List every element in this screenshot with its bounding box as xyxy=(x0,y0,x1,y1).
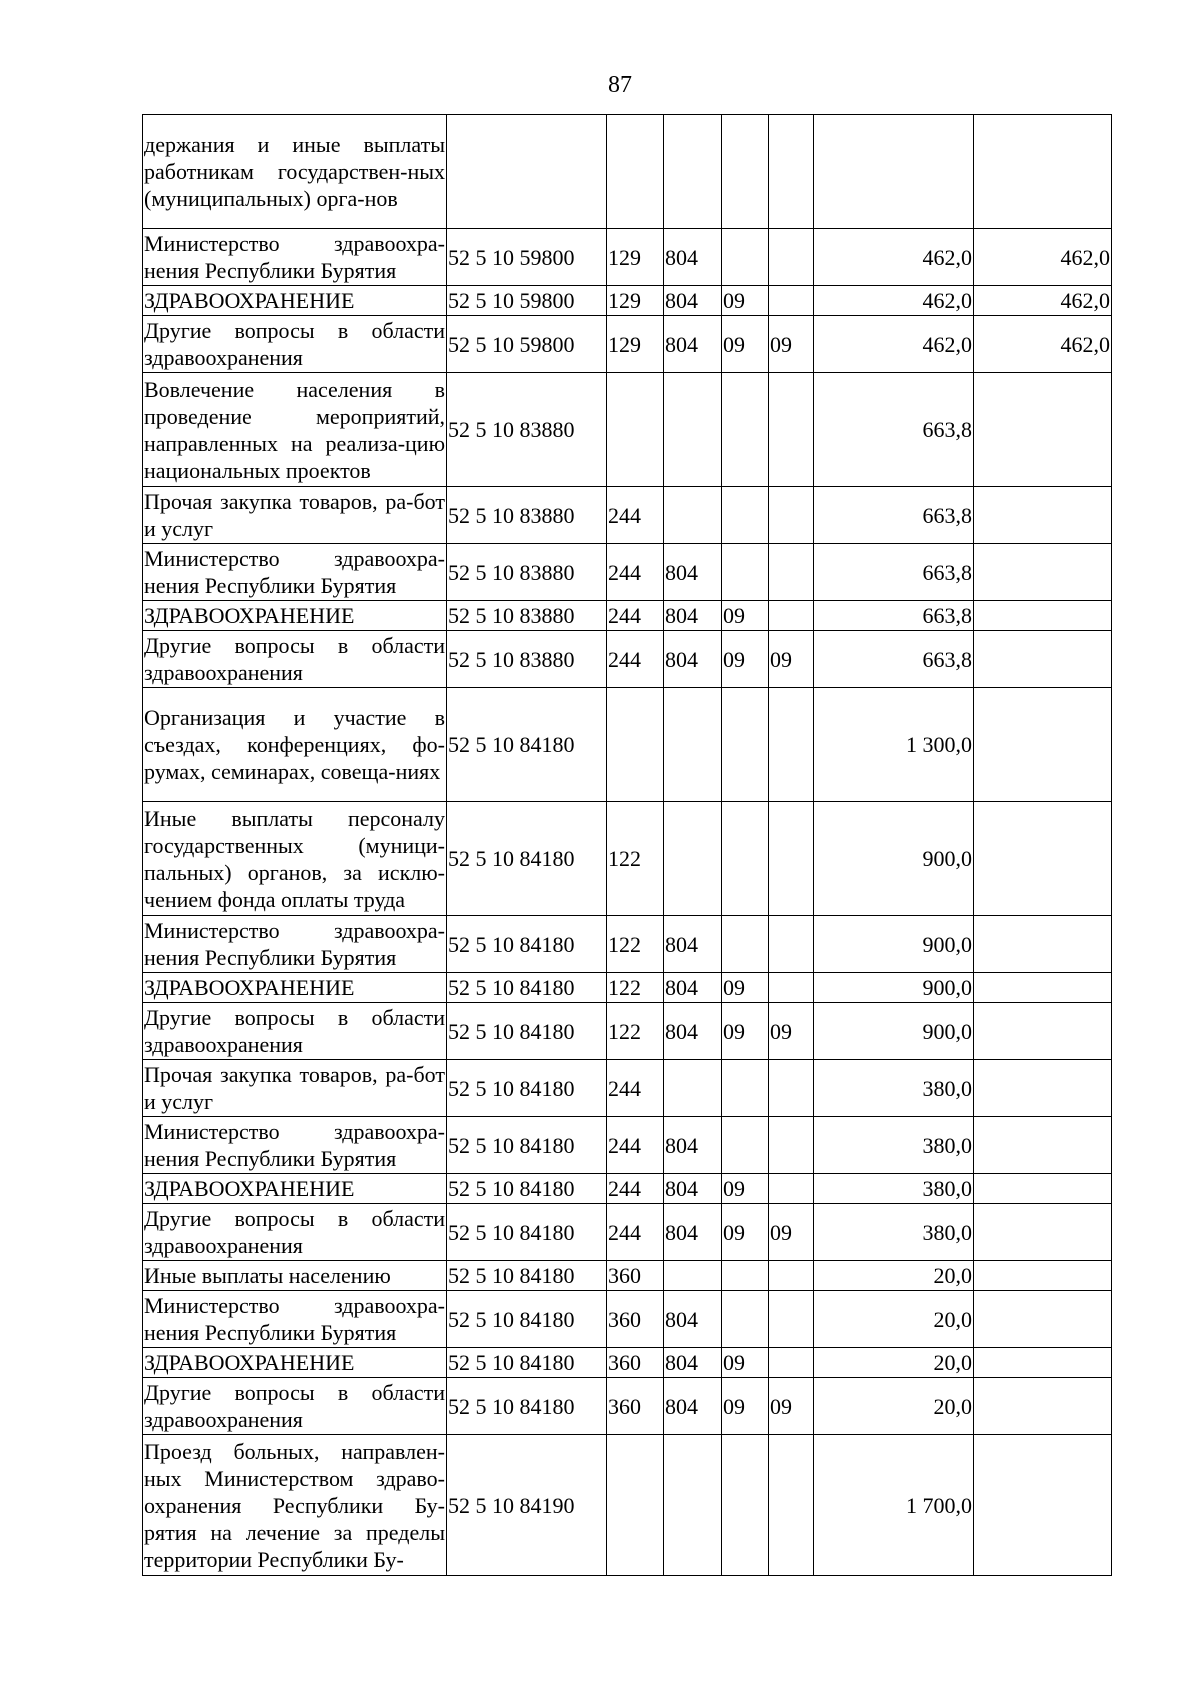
amount-cell-1: 20,0 xyxy=(814,1291,974,1348)
subsection-code-cell xyxy=(769,373,814,487)
amount-cell-2 xyxy=(974,688,1112,802)
ministry-code-cell xyxy=(664,1261,722,1291)
table-row xyxy=(143,316,1112,373)
table-row xyxy=(143,1291,1112,1348)
section-code-cell xyxy=(722,115,769,229)
target-code-cell: 52 5 10 84180 xyxy=(447,1117,607,1174)
amount-cell-2 xyxy=(974,1378,1112,1435)
section-code-cell: 09 xyxy=(722,316,769,373)
section-code-cell: 09 xyxy=(722,601,769,631)
row-name-cell: Другие вопросы в области здравоохранения xyxy=(143,631,447,688)
ministry-code-cell xyxy=(664,487,722,544)
table-row xyxy=(143,544,1112,601)
page-number: 87 xyxy=(608,72,632,98)
table-row xyxy=(143,1348,1112,1378)
subsection-code-cell xyxy=(769,1435,814,1576)
row-name-cell: ЗДРАВООХРАНЕНИЕ xyxy=(143,1174,447,1204)
ministry-code-cell: 804 xyxy=(664,229,722,286)
ministry-code-cell: 804 xyxy=(664,544,722,601)
target-code-cell: 52 5 10 84180 xyxy=(447,973,607,1003)
expense-type-cell: 244 xyxy=(607,1117,664,1174)
amount-cell-2: 462,0 xyxy=(974,286,1112,316)
table-row xyxy=(143,1174,1112,1204)
amount-cell-1: 1 300,0 xyxy=(814,688,974,802)
ministry-code-cell: 804 xyxy=(664,1117,722,1174)
ministry-code-cell: 804 xyxy=(664,631,722,688)
row-name-cell: Организация и участие в съездах, конференциях, фо-румах, семинарах, совеща-ниях xyxy=(143,688,447,802)
ministry-code-cell xyxy=(664,1060,722,1117)
subsection-code-cell xyxy=(769,601,814,631)
ministry-code-cell: 804 xyxy=(664,1348,722,1378)
subsection-code-cell xyxy=(769,286,814,316)
expense-type-cell: 129 xyxy=(607,316,664,373)
target-code-cell: 52 5 10 83880 xyxy=(447,631,607,688)
amount-cell-2 xyxy=(974,973,1112,1003)
amount-cell-2 xyxy=(974,1060,1112,1117)
table-row xyxy=(143,229,1112,286)
target-code-cell: 52 5 10 84180 xyxy=(447,1003,607,1060)
amount-cell-2 xyxy=(974,544,1112,601)
amount-cell-2 xyxy=(974,373,1112,487)
subsection-code-cell xyxy=(769,487,814,544)
amount-cell-2 xyxy=(974,631,1112,688)
ministry-code-cell xyxy=(664,115,722,229)
amount-cell-2 xyxy=(974,487,1112,544)
target-code-cell: 52 5 10 83880 xyxy=(447,487,607,544)
ministry-code-cell: 804 xyxy=(664,1291,722,1348)
subsection-code-cell xyxy=(769,1117,814,1174)
section-code-cell: 09 xyxy=(722,1003,769,1060)
row-name-cell: Другие вопросы в области здравоохранения xyxy=(143,316,447,373)
row-name-cell: держания и иные выплаты работникам государствен-ных (муниципальных) орга-нов xyxy=(143,115,447,229)
amount-cell-1: 462,0 xyxy=(814,229,974,286)
expense-type-cell: 360 xyxy=(607,1291,664,1348)
subsection-code-cell xyxy=(769,115,814,229)
target-code-cell: 52 5 10 83880 xyxy=(447,373,607,487)
row-name-cell: Министерство здравоохра-нения Республики Бурятия xyxy=(143,916,447,973)
amount-cell-1: 663,8 xyxy=(814,631,974,688)
ministry-code-cell xyxy=(664,1435,722,1576)
expense-type-cell: 244 xyxy=(607,601,664,631)
amount-cell-2 xyxy=(974,1291,1112,1348)
expense-type-cell xyxy=(607,688,664,802)
target-code-cell: 52 5 10 84180 xyxy=(447,802,607,916)
target-code-cell: 52 5 10 84190 xyxy=(447,1435,607,1576)
ministry-code-cell xyxy=(664,373,722,487)
expense-type-cell: 244 xyxy=(607,631,664,688)
ministry-code-cell: 804 xyxy=(664,1174,722,1204)
subsection-code-cell xyxy=(769,1261,814,1291)
row-name-cell: Министерство здравоохра-нения Республики Бурятия xyxy=(143,1117,447,1174)
expense-type-cell: 129 xyxy=(607,229,664,286)
subsection-code-cell xyxy=(769,1348,814,1378)
subsection-code-cell xyxy=(769,916,814,973)
table-row xyxy=(143,631,1112,688)
subsection-code-cell xyxy=(769,973,814,1003)
ministry-code-cell: 804 xyxy=(664,1378,722,1435)
amount-cell-2 xyxy=(974,1117,1112,1174)
row-name-cell: Иные выплаты персоналу государственных (муници-пальных) органов, за исклю-чением фонда оплаты труда xyxy=(143,802,447,916)
section-code-cell: 09 xyxy=(722,631,769,688)
amount-cell-2 xyxy=(974,1174,1112,1204)
budget-table-body xyxy=(143,115,1112,1576)
section-code-cell: 09 xyxy=(722,1174,769,1204)
expense-type-cell: 360 xyxy=(607,1348,664,1378)
table-row xyxy=(143,1204,1112,1261)
ministry-code-cell: 804 xyxy=(664,316,722,373)
section-code-cell xyxy=(722,1435,769,1576)
target-code-cell xyxy=(447,115,607,229)
target-code-cell: 52 5 10 84180 xyxy=(447,1291,607,1348)
table-row xyxy=(143,1060,1112,1117)
section-code-cell: 09 xyxy=(722,286,769,316)
amount-cell-1: 663,8 xyxy=(814,601,974,631)
amount-cell-2: 462,0 xyxy=(974,229,1112,286)
amount-cell-2 xyxy=(974,916,1112,973)
ministry-code-cell: 804 xyxy=(664,916,722,973)
amount-cell-1: 380,0 xyxy=(814,1060,974,1117)
target-code-cell: 52 5 10 59800 xyxy=(447,229,607,286)
target-code-cell: 52 5 10 83880 xyxy=(447,601,607,631)
row-name-cell: ЗДРАВООХРАНЕНИЕ xyxy=(143,973,447,1003)
expense-type-cell xyxy=(607,373,664,487)
table-row xyxy=(143,802,1112,916)
target-code-cell: 52 5 10 84180 xyxy=(447,1348,607,1378)
amount-cell-1 xyxy=(814,115,974,229)
amount-cell-1: 663,8 xyxy=(814,373,974,487)
section-code-cell xyxy=(722,487,769,544)
expense-type-cell xyxy=(607,1435,664,1576)
row-name-cell: ЗДРАВООХРАНЕНИЕ xyxy=(143,286,447,316)
row-name-cell: ЗДРАВООХРАНЕНИЕ xyxy=(143,601,447,631)
row-name-cell: Прочая закупка товаров, ра-бот и услуг xyxy=(143,487,447,544)
expense-type-cell: 122 xyxy=(607,1003,664,1060)
ministry-code-cell: 804 xyxy=(664,286,722,316)
section-code-cell xyxy=(722,802,769,916)
amount-cell-2 xyxy=(974,1261,1112,1291)
amount-cell-1: 900,0 xyxy=(814,1003,974,1060)
table-row xyxy=(143,1378,1112,1435)
table-row xyxy=(143,286,1112,316)
table-row xyxy=(143,487,1112,544)
section-code-cell xyxy=(722,1261,769,1291)
amount-cell-1: 1 700,0 xyxy=(814,1435,974,1576)
section-code-cell: 09 xyxy=(722,973,769,1003)
row-name-cell: Другие вопросы в области здравоохранения xyxy=(143,1204,447,1261)
subsection-code-cell xyxy=(769,1291,814,1348)
target-code-cell: 52 5 10 84180 xyxy=(447,1060,607,1117)
target-code-cell: 52 5 10 84180 xyxy=(447,1378,607,1435)
row-name-cell: Вовлечение населения в проведение мероприятий, направленных на реализа-цию национальных проектов xyxy=(143,373,447,487)
subsection-code-cell: 09 xyxy=(769,1378,814,1435)
amount-cell-1: 380,0 xyxy=(814,1204,974,1261)
target-code-cell: 52 5 10 84180 xyxy=(447,688,607,802)
expense-type-cell xyxy=(607,115,664,229)
ministry-code-cell: 804 xyxy=(664,601,722,631)
section-code-cell xyxy=(722,544,769,601)
expense-type-cell: 122 xyxy=(607,802,664,916)
ministry-code-cell: 804 xyxy=(664,973,722,1003)
row-name-cell: ЗДРАВООХРАНЕНИЕ xyxy=(143,1348,447,1378)
amount-cell-1: 663,8 xyxy=(814,487,974,544)
subsection-code-cell xyxy=(769,802,814,916)
amount-cell-2 xyxy=(974,1435,1112,1576)
row-name-cell: Министерство здравоохра-нения Республики Бурятия xyxy=(143,1291,447,1348)
subsection-code-cell xyxy=(769,688,814,802)
table-row xyxy=(143,916,1112,973)
target-code-cell: 52 5 10 84180 xyxy=(447,1261,607,1291)
subsection-code-cell: 09 xyxy=(769,1003,814,1060)
expense-type-cell: 244 xyxy=(607,487,664,544)
section-code-cell: 09 xyxy=(722,1378,769,1435)
amount-cell-1: 20,0 xyxy=(814,1261,974,1291)
amount-cell-1: 663,8 xyxy=(814,544,974,601)
row-name-cell: Иные выплаты населению xyxy=(143,1261,447,1291)
table-row xyxy=(143,115,1112,229)
expense-type-cell: 360 xyxy=(607,1261,664,1291)
amount-cell-1: 20,0 xyxy=(814,1378,974,1435)
ministry-code-cell xyxy=(664,802,722,916)
row-name-cell: Министерство здравоохра-нения Республики Бурятия xyxy=(143,229,447,286)
amount-cell-1: 380,0 xyxy=(814,1117,974,1174)
amount-cell-1: 20,0 xyxy=(814,1348,974,1378)
amount-cell-1: 462,0 xyxy=(814,316,974,373)
budget-table xyxy=(142,114,1112,1576)
expense-type-cell: 122 xyxy=(607,916,664,973)
table-row xyxy=(143,373,1112,487)
section-code-cell xyxy=(722,916,769,973)
section-code-cell xyxy=(722,229,769,286)
subsection-code-cell xyxy=(769,544,814,601)
row-name-cell: Проезд больных, направлен-ных Министерством здраво-охранения Республики Бу-рятия на лечение за пределы территории Республики Бу- xyxy=(143,1435,447,1576)
subsection-code-cell: 09 xyxy=(769,631,814,688)
ministry-code-cell xyxy=(664,688,722,802)
section-code-cell: 09 xyxy=(722,1348,769,1378)
ministry-code-cell: 804 xyxy=(664,1204,722,1261)
expense-type-cell: 244 xyxy=(607,544,664,601)
amount-cell-1: 900,0 xyxy=(814,916,974,973)
subsection-code-cell xyxy=(769,229,814,286)
expense-type-cell: 244 xyxy=(607,1060,664,1117)
section-code-cell xyxy=(722,1117,769,1174)
expense-type-cell: 129 xyxy=(607,286,664,316)
section-code-cell xyxy=(722,688,769,802)
amount-cell-1: 380,0 xyxy=(814,1174,974,1204)
ministry-code-cell: 804 xyxy=(664,1003,722,1060)
amount-cell-1: 900,0 xyxy=(814,802,974,916)
table-row xyxy=(143,1261,1112,1291)
table-row xyxy=(143,1117,1112,1174)
section-code-cell xyxy=(722,373,769,487)
table-row xyxy=(143,1435,1112,1576)
row-name-cell: Другие вопросы в области здравоохранения xyxy=(143,1003,447,1060)
expense-type-cell: 360 xyxy=(607,1378,664,1435)
amount-cell-2 xyxy=(974,115,1112,229)
amount-cell-2 xyxy=(974,601,1112,631)
row-name-cell: Министерство здравоохра-нения Республики Бурятия xyxy=(143,544,447,601)
target-code-cell: 52 5 10 83880 xyxy=(447,544,607,601)
section-code-cell xyxy=(722,1291,769,1348)
row-name-cell: Прочая закупка товаров, ра-бот и услуг xyxy=(143,1060,447,1117)
row-name-cell: Другие вопросы в области здравоохранения xyxy=(143,1378,447,1435)
subsection-code-cell xyxy=(769,1060,814,1117)
amount-cell-1: 900,0 xyxy=(814,973,974,1003)
section-code-cell xyxy=(722,1060,769,1117)
target-code-cell: 52 5 10 59800 xyxy=(447,316,607,373)
section-code-cell: 09 xyxy=(722,1204,769,1261)
subsection-code-cell: 09 xyxy=(769,316,814,373)
target-code-cell: 52 5 10 59800 xyxy=(447,286,607,316)
target-code-cell: 52 5 10 84180 xyxy=(447,1174,607,1204)
target-code-cell: 52 5 10 84180 xyxy=(447,916,607,973)
target-code-cell: 52 5 10 84180 xyxy=(447,1204,607,1261)
subsection-code-cell xyxy=(769,1174,814,1204)
expense-type-cell: 244 xyxy=(607,1204,664,1261)
amount-cell-2 xyxy=(974,802,1112,916)
table-row xyxy=(143,688,1112,802)
table-row xyxy=(143,1003,1112,1060)
amount-cell-2 xyxy=(974,1003,1112,1060)
amount-cell-1: 462,0 xyxy=(814,286,974,316)
expense-type-cell: 122 xyxy=(607,973,664,1003)
expense-type-cell: 244 xyxy=(607,1174,664,1204)
amount-cell-2: 462,0 xyxy=(974,316,1112,373)
subsection-code-cell: 09 xyxy=(769,1204,814,1261)
table-row xyxy=(143,601,1112,631)
amount-cell-2 xyxy=(974,1204,1112,1261)
amount-cell-2 xyxy=(974,1348,1112,1378)
table-row xyxy=(143,973,1112,1003)
